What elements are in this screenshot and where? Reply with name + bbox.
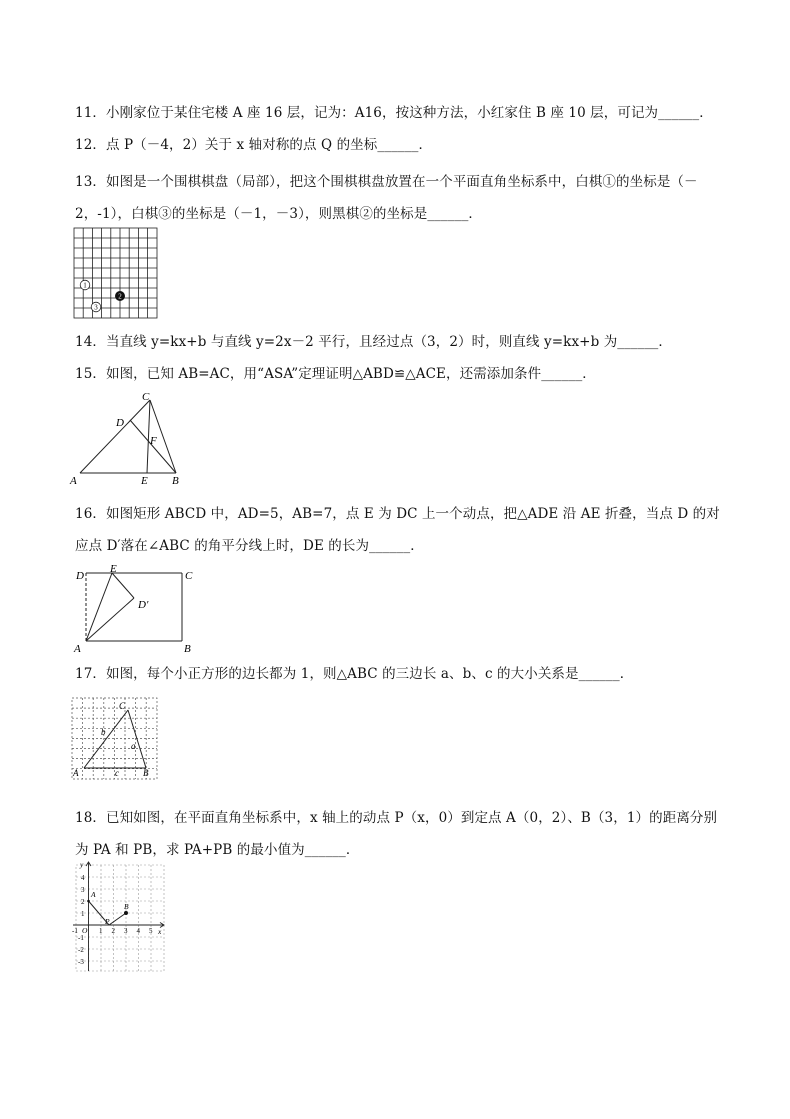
label-A: A <box>73 768 79 778</box>
x-tick-neg1: -1 <box>72 927 78 935</box>
label-C: C <box>185 570 193 582</box>
white-stone-3 <box>91 302 101 312</box>
white-stone-1 <box>80 280 90 290</box>
rectangle-figure-16 <box>68 562 208 654</box>
y-tick-neg1: -1 <box>78 934 84 942</box>
label-A: A <box>74 643 81 654</box>
label-c: c <box>115 768 119 778</box>
label-B: B <box>184 643 191 654</box>
label-F: F <box>150 435 157 447</box>
x-tick-4: 4 <box>136 927 140 935</box>
label-B: B <box>143 768 149 778</box>
label-A: A <box>91 890 96 899</box>
y-tick-4: 4 <box>81 874 85 882</box>
triangle-figure-15 <box>68 388 188 486</box>
svg-text:3: 3 <box>94 303 98 312</box>
y-tick-1: 1 <box>81 910 85 918</box>
question-18: 18．已知如图，在平面直角坐标系中，x 轴上的动点 P（x，0）到定点 A（0，2）、B（3，1）的距离分别为 PA 和 PB，求 PA+PB 的最小值为______． <box>75 810 718 858</box>
question-13: 13．如图是一个围棋棋盘（局部），把这个围棋棋盘放置在一个平面直角坐标系中，白棋①的坐标是（－2，-1），白棋③的坐标是（－1，－3），则黑棋②的坐标是______． <box>75 174 698 222</box>
svg-text:1: 1 <box>83 281 87 290</box>
x-tick-3: 3 <box>124 927 128 935</box>
question-15: 15．如图，已知 AB=AC，用“ASA”定理证明△ABD≌△ACE，还需添加条件______． <box>75 366 596 382</box>
label-D: D <box>116 417 124 429</box>
label-A: A <box>70 475 77 486</box>
question-11: 11．小刚家位于某住宅楼 A 座 16 层，记为：A16，按这种方法，小红家住 B 座 10 层，可记为______． <box>75 105 713 121</box>
y-tick-neg2: -2 <box>78 946 84 954</box>
question-16: 16．如图矩形 ABCD 中，AD=5，AB=7，点 E 为 DC 上一个动点，把△ADE 沿 AE 折叠，当点 D 的对应点 D′落在∠ABC 的角平分线上时，DE 的长为______． <box>75 506 720 554</box>
label-D: D <box>76 570 84 582</box>
point-B <box>124 911 128 915</box>
y-tick-2: 2 <box>81 898 85 906</box>
go-board-figure <box>73 227 159 320</box>
grid-triangle-figure-17 <box>71 697 159 781</box>
label-B: B <box>124 902 129 911</box>
segment-PB <box>109 913 126 925</box>
y-axis-label: y <box>80 860 84 869</box>
y-tick-neg3: -3 <box>78 958 84 966</box>
label-E: E <box>141 475 148 486</box>
origin-label: O <box>82 926 88 935</box>
label-B: B <box>172 475 179 486</box>
coordinate-plane-figure-18 <box>68 860 168 972</box>
label-a: a <box>131 741 136 751</box>
label-D-prime: D′ <box>138 599 149 611</box>
label-C: C <box>142 391 150 403</box>
x-tick-1: 1 <box>99 927 103 935</box>
label-C: C <box>119 701 126 711</box>
x-tick-5: 5 <box>149 927 153 935</box>
label-E: E <box>110 563 117 575</box>
y-tick-3: 3 <box>81 886 85 894</box>
label-P: P <box>105 917 110 926</box>
x-tick-2: 2 <box>111 927 115 935</box>
question-12: 12．点 P（－4，2）关于 x 轴对称的点 Q 的坐标______． <box>75 137 433 153</box>
point-A <box>87 900 90 903</box>
label-b: b <box>101 727 106 737</box>
question-14: 14．当直线 y=kx+b 与直线 y=2x－2 平行，且经过点（3，2）时，则直线 y=kx+b 为______． <box>75 334 673 350</box>
black-stone-2 <box>115 291 125 301</box>
x-axis-label: x <box>158 927 162 936</box>
svg-text:2: 2 <box>118 292 122 301</box>
question-17: 17．如图，每个小正方形的边长都为 1，则△ABC 的三边长 a、b、c 的大小关系是______． <box>75 666 634 682</box>
